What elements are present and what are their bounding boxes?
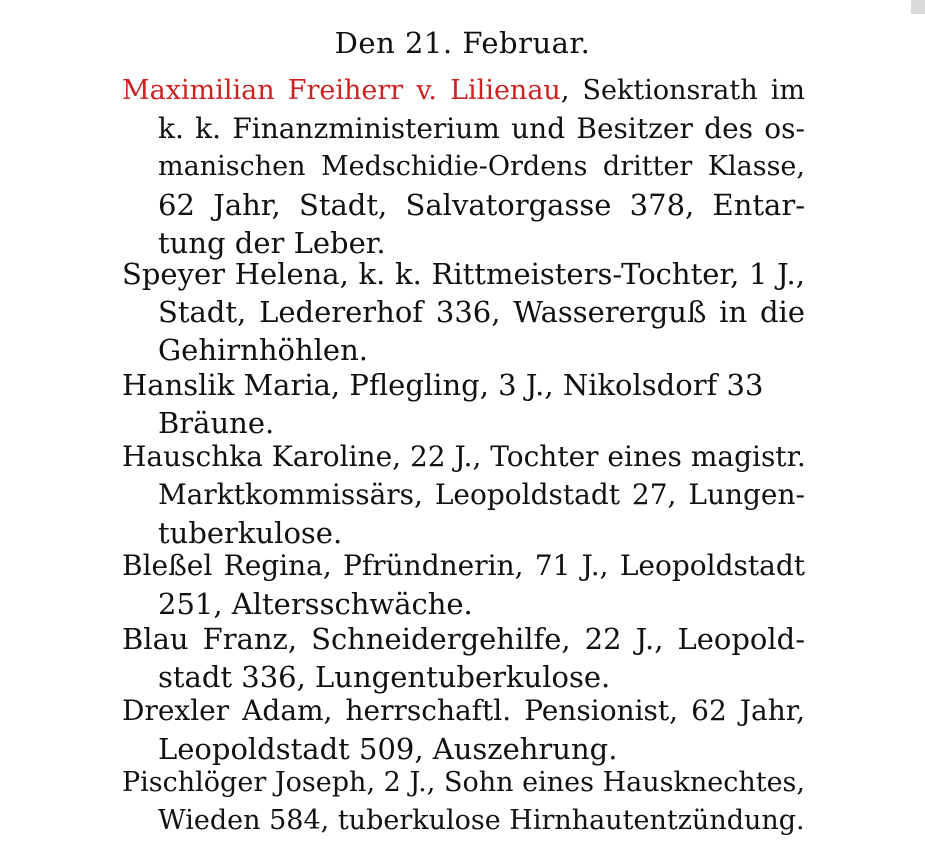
entry-line: Maximilian Freiherr v. Lilienau, Sektionsrath im (122, 75, 805, 106)
entry-line: Bräune. (158, 406, 275, 440)
entry-line: Pischlöger Joseph, 2 J., Sohn eines Hausknechtes, (122, 767, 805, 798)
entry-line: Stadt, Ledererhof 336, Wassererguß in die (158, 295, 805, 329)
entry-line: Bleßel Regina, Pfründnerin, 71 J., Leopoldstadt (122, 549, 805, 582)
entry-line: Marktkommissärs, Leopoldstadt 27, Lungen- (158, 478, 805, 511)
entry-line: tung der Leber. (158, 226, 386, 260)
entry-line: Hauschka Karoline, 22 J., Tochter eines magistr. (122, 440, 806, 473)
entry-line: Wieden 584, tuberkulose Hirnhautentzündung. (158, 805, 805, 836)
entry-line: Drexler Adam, herrschaftl. Pensionist, 62 Jahr, (122, 694, 805, 727)
entry-line: 251, Altersschwäche. (158, 587, 473, 621)
death-entry (122, 255, 805, 369)
corner-mark (911, 0, 925, 14)
death-entry (122, 438, 805, 552)
entry-line: 62 Jahr, Stadt, Salvatorgasse 378, Entar- (158, 188, 805, 222)
entry-line: Leopoldstadt 509, Auszehrung. (158, 732, 618, 766)
entry-line: k. k. Finanzministerium und Besitzer des os- (158, 112, 805, 145)
death-entry (122, 764, 805, 840)
death-entry (122, 72, 805, 262)
death-entry (122, 692, 805, 768)
entry-line: Blau Franz, Schneidergehilfe, 22 J., Leopold- (122, 622, 805, 656)
entry-line: stadt 336, Lungentuberkulose. (158, 660, 611, 694)
entry-line: Gehirnhöhlen. (158, 333, 368, 367)
entry-line: Hanslik Maria, Pflegling, 3 J., Nikolsdorf 33 (122, 368, 764, 402)
death-entry (122, 366, 805, 442)
death-entry (122, 547, 805, 623)
highlighted-name: Maximilian Freiherr v. Lilienau (122, 75, 561, 106)
entry-line: Speyer Helena, k. k. Rittmeisters-Tochter, 1 J., (122, 257, 805, 291)
entry-line: manischen Medschidie-Ordens dritter Klasse, (158, 151, 805, 182)
entry-line: tuberkulose. (158, 516, 343, 550)
date-heading: Den 21. Februar. (334, 26, 591, 60)
death-entry (122, 620, 805, 696)
